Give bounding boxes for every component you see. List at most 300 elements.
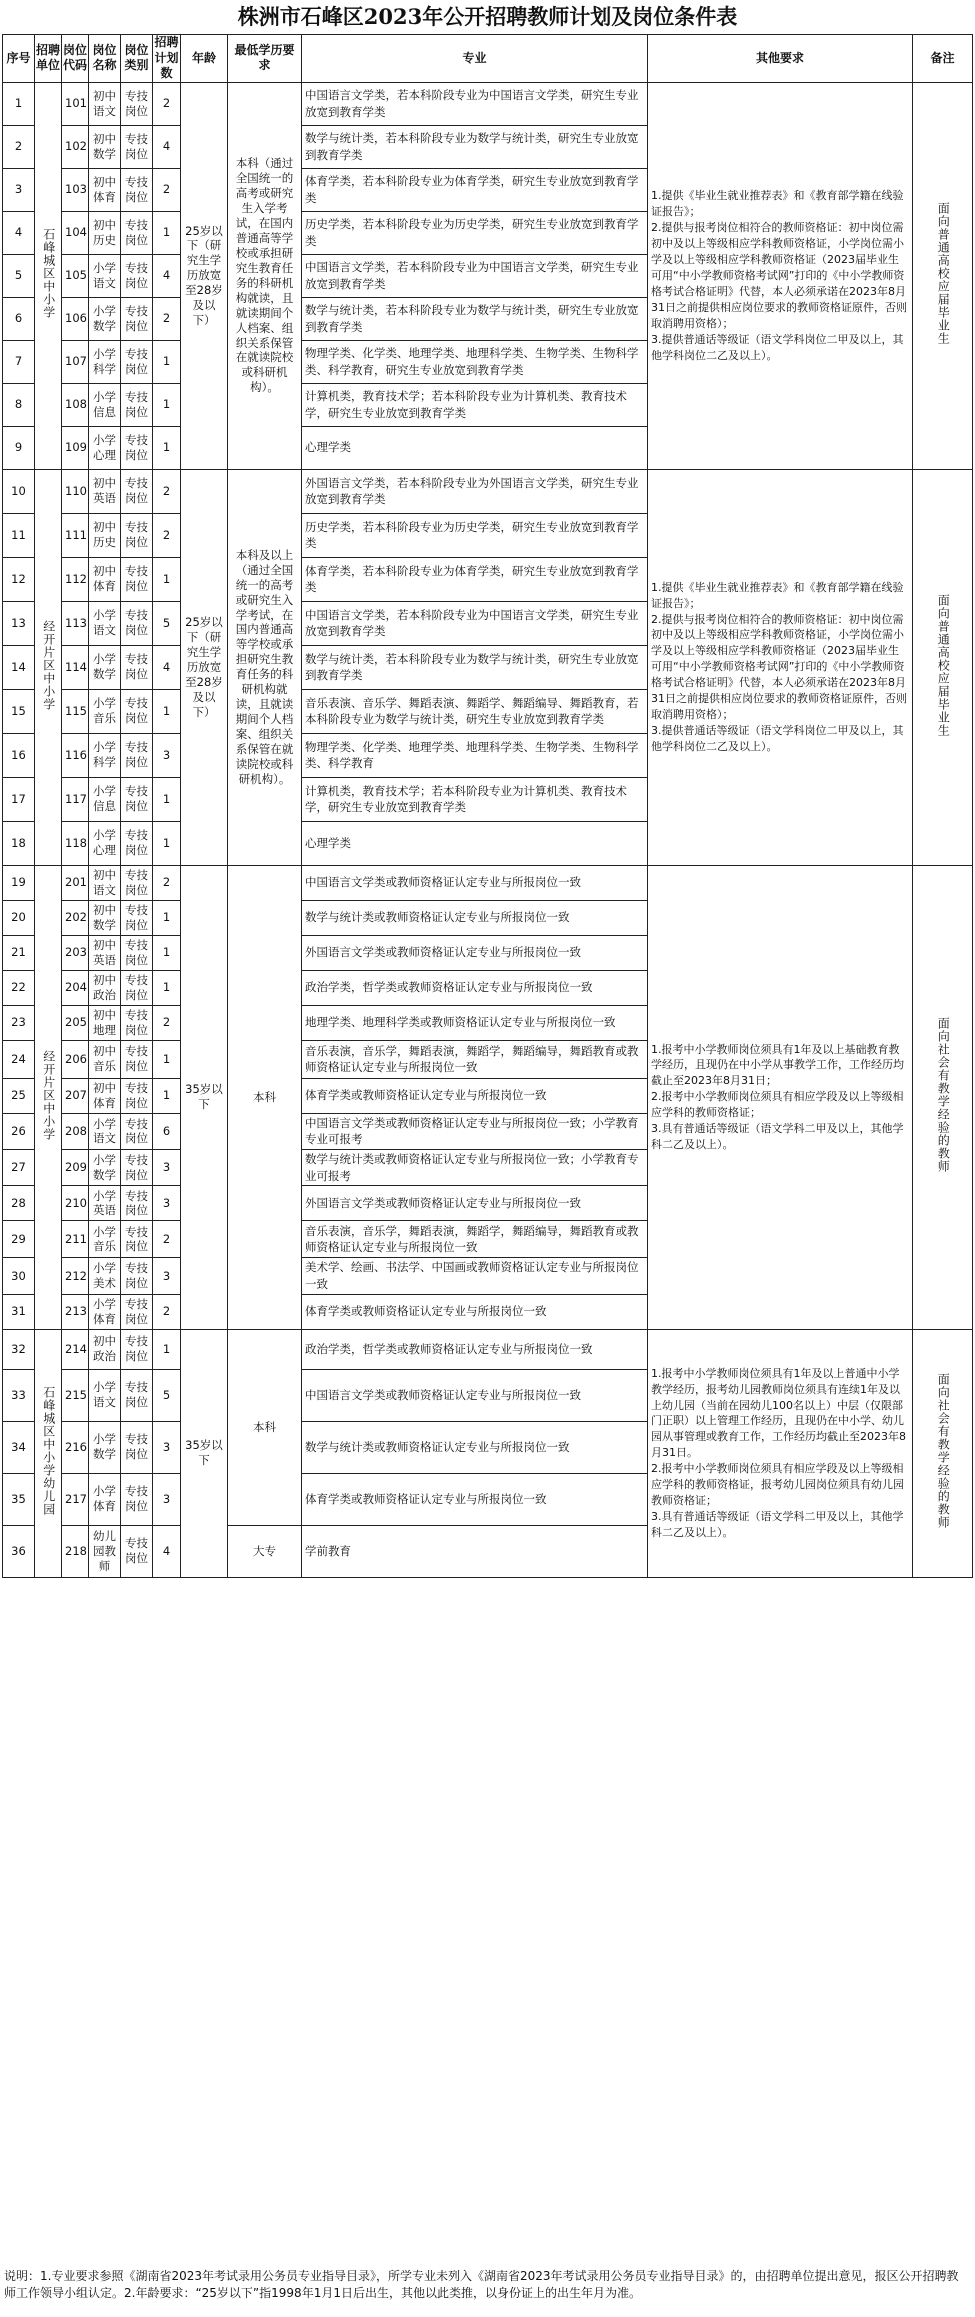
major-text: 中国语言文学类，若本科阶段专业为中国语言文学类，研究生专业放宽到教育学类 [305,88,639,119]
major-text: 数学与统计类或教师资格证认定专业与所报岗位一致 [305,910,570,925]
cell-other [648,82,913,469]
cell-post: 小学语文 [89,1369,121,1421]
major-text: 数学与统计类，若本科阶段专业为数学与统计类，研究生专业放宽到教育学类 [305,303,639,334]
unit-text: 经开片区中小学 [41,619,56,711]
cell-count: 5 [153,1369,181,1421]
header-type: 岗位类别 [121,35,153,83]
cell-seq: 10 [3,469,35,513]
cell-code: 114 [62,645,89,689]
edu-text: 本科（通过全国统一的高考或研究生入学考试，在国内普通高等学校或承担研究生教育任务的科研机构就读，且就读期间个人档案、组织关系保管在就读院校或科研机构）。 [235,156,294,395]
cell-seq: 13 [3,601,35,645]
unit-text: 石峰城区中小学幼儿园 [41,1386,56,1517]
cell-type: 专技岗位 [121,254,153,297]
cell-count: 3 [153,1150,181,1186]
major-text: 学前教育 [305,1543,351,1558]
cell-code: 109 [62,426,89,469]
cell-count: 5 [153,601,181,645]
major-text: 体育学类或教师资格证认定专业与所报岗位一致 [305,1088,547,1103]
edu-text: 本科 [253,1089,276,1104]
cell-type: 专技岗位 [121,513,153,557]
cell-post: 初中英语 [89,469,121,513]
cell-type: 专技岗位 [121,645,153,689]
cell-type: 专技岗位 [121,900,153,935]
major-text: 政治学类，哲学类或教师资格证认定专业与所报岗位一致 [305,1341,593,1356]
cell-seq: 36 [3,1525,35,1577]
cell-type: 专技岗位 [121,935,153,970]
cell-major [302,513,648,557]
cell-seq: 18 [3,821,35,865]
cell-age [181,865,228,1329]
requirement-item: 2.报考中小学教师岗位须具有相应学段及以上等级相应学科的教师资格证，报考幼儿园岗位须具有幼儿园教师资格证； [651,1462,904,1508]
cell-unit [35,82,62,469]
cell-code: 207 [62,1078,89,1113]
cell-count: 3 [153,1421,181,1473]
header-major: 专业 [302,35,648,83]
cell-code: 104 [62,211,89,254]
cell-post: 小学科学 [89,340,121,383]
cell-code: 103 [62,168,89,211]
cell-code: 206 [62,1040,89,1078]
major-text: 外国语言文学类或教师资格证认定专业与所报岗位一致 [305,1196,581,1211]
cell-major [302,1329,648,1369]
cell-count: 2 [153,469,181,513]
cell-major [302,601,648,645]
cell-type: 专技岗位 [121,821,153,865]
cell-major [302,777,648,821]
cell-post: 小学信息 [89,383,121,426]
table-row [3,82,973,125]
cell-post: 初中语文 [89,82,121,125]
requirement-item: 2.提供与报考岗位相符合的教师资格证：初中岗位需初中及以上等级相应学科教师资格证，小学岗位需小学及以上等级相应学科教师资格证（2023届毕业生可用“中小学教师资格考试网”打印的《中小学教师资格考试合格证明》代替，本人必须承诺在2023年8月31日之前提供相应岗位要求的教师资格证原件，否则取消聘用资格）； [651,612,907,722]
cell-type: 专技岗位 [121,970,153,1005]
cell-count: 3 [153,733,181,777]
table-row [3,469,973,513]
cell-post: 初中体育 [89,557,121,601]
cell-type: 专技岗位 [121,1329,153,1369]
cell-seq: 19 [3,865,35,900]
cell-type: 专技岗位 [121,469,153,513]
major-text: 体育学类，若本科阶段专业为体育学类，研究生专业放宽到教育学类 [305,563,639,595]
cell-code: 210 [62,1186,89,1221]
cell-count: 1 [153,340,181,383]
cell-type: 专技岗位 [121,1221,153,1258]
cell-major [302,125,648,168]
cell-major [302,297,648,340]
requirement-item: 2.报考中小学教师岗位须具有相应学段及以上等级相应学科的教师资格证； [651,1090,904,1120]
cell-seq: 1 [3,82,35,125]
cell-code: 211 [62,1221,89,1258]
cell-type: 专技岗位 [121,1473,153,1525]
cell-seq: 33 [3,1369,35,1421]
cell-major [302,733,648,777]
header-unit: 招聘单位 [35,35,62,83]
cell-seq: 11 [3,513,35,557]
cell-code: 115 [62,689,89,733]
cell-seq: 26 [3,1113,35,1149]
major-text: 数学与统计类，若本科阶段专业为数学与统计类，研究生专业放宽到教育学类 [305,131,639,162]
cell-count: 2 [153,297,181,340]
major-text: 数学与统计类或教师资格证认定专业与所报岗位一致；小学教育专业可报考 [305,1152,639,1183]
cell-type: 专技岗位 [121,211,153,254]
cell-post: 幼儿园教师 [89,1525,121,1577]
cell-seq: 8 [3,383,35,426]
cell-type: 专技岗位 [121,426,153,469]
cell-code: 209 [62,1150,89,1186]
cell-type: 专技岗位 [121,1369,153,1421]
cell-code: 217 [62,1473,89,1525]
cell-post: 初中语文 [89,865,121,900]
major-text: 体育学类，若本科阶段专业为体育学类，研究生专业放宽到教育学类 [305,174,639,205]
other-requirements-text [651,188,909,363]
cell-type: 专技岗位 [121,297,153,340]
cell-major [302,426,648,469]
cell-major [302,469,648,513]
note-text: 面向社会有教学经验的教师 [936,1017,951,1174]
major-text: 计算机类，教育技术学；若本科阶段专业为计算机类、教育技术学，研究生专业放宽到教育学类 [305,389,627,420]
cell-seq: 28 [3,1186,35,1221]
header-code: 岗位代码 [62,35,89,83]
major-text: 外国语言文学类或教师资格证认定专业与所报岗位一致 [305,945,581,960]
cell-seq: 12 [3,557,35,601]
cell-code: 110 [62,469,89,513]
cell-post: 小学音乐 [89,1221,121,1258]
cell-count: 1 [153,383,181,426]
cell-count: 4 [153,1525,181,1577]
cell-count: 1 [153,689,181,733]
cell-edu [228,469,302,865]
cell-note [913,82,973,469]
major-text: 历史学类，若本科阶段专业为历史学类，研究生专业放宽到教育学类 [305,217,639,248]
cell-major [302,1421,648,1473]
cell-type: 专技岗位 [121,1150,153,1186]
cell-post: 小学数学 [89,297,121,340]
cell-type: 专技岗位 [121,689,153,733]
cell-post: 初中体育 [89,1078,121,1113]
cell-major [302,900,648,935]
cell-type: 专技岗位 [121,1040,153,1078]
cell-count: 2 [153,513,181,557]
cell-type: 专技岗位 [121,340,153,383]
cell-major [302,821,648,865]
cell-post: 初中数学 [89,125,121,168]
requirement-item: 1.提供《毕业生就业推荐表》和《教育部学籍在线验证报告》； [651,580,904,610]
cell-major [302,340,648,383]
requirement-item: 3.提供普通话等级证（语文学科岗位二甲及以上，其他学科岗位二乙及以上）。 [651,332,904,362]
cell-seq: 9 [3,426,35,469]
edu-text: 大专 [253,1543,276,1558]
cell-type: 专技岗位 [121,1525,153,1577]
cell-major [302,254,648,297]
cell-type: 专技岗位 [121,383,153,426]
major-text: 数学与统计类或教师资格证认定专业与所报岗位一致 [305,1439,570,1454]
header-note: 备注 [913,35,973,83]
cell-seq: 32 [3,1329,35,1369]
cell-major [302,1078,648,1113]
cell-major [302,211,648,254]
major-text: 音乐表演，音乐学，舞蹈表演，舞蹈学，舞蹈编导，舞蹈教育或教师资格证认定专业与所报岗位一致 [305,1223,639,1255]
cell-code: 214 [62,1329,89,1369]
cell-seq: 25 [3,1078,35,1113]
cell-post: 小学数学 [89,1150,121,1186]
cell-code: 201 [62,865,89,900]
cell-type: 专技岗位 [121,168,153,211]
header-seq: 序号 [3,35,35,83]
table-row [3,1329,973,1369]
cell-seq: 29 [3,1221,35,1258]
cell-seq: 35 [3,1473,35,1525]
cell-code: 102 [62,125,89,168]
cell-code: 118 [62,821,89,865]
major-text: 物理学类、化学类、地理学类、地理科学类、生物学类、生物科学类、科学教育 [305,739,639,771]
cell-major [302,168,648,211]
major-text: 体育学类或教师资格证认定专业与所报岗位一致 [305,1491,547,1506]
major-text: 计算机类，教育技术学；若本科阶段专业为计算机类、教育技术学，研究生专业放宽到教育学类 [305,783,627,815]
cell-note [913,1329,973,1577]
cell-count: 3 [153,1473,181,1525]
age-text: 35岁以下 [185,1082,223,1112]
cell-note [913,469,973,865]
cell-count: 1 [153,1329,181,1369]
cell-seq: 20 [3,900,35,935]
page-title: 株洲市石峰区2023年公开招聘教师计划及岗位条件表 [237,4,738,29]
cell-code: 116 [62,733,89,777]
cell-seq: 14 [3,645,35,689]
cell-major [302,1040,648,1078]
cell-post: 初中政治 [89,1329,121,1369]
cell-code: 108 [62,383,89,426]
note-text: 面向普通高校应届毕业生 [936,593,951,737]
cell-seq: 30 [3,1258,35,1294]
edu-text: 本科及以上（通过全国统一的高考或研究生入学考试，在国内普通高等学校或承担研究生教育任务的科研机构就读，且就读期间个人档案、组织关系保管在就读院校或科研机构）。 [235,547,294,786]
cell-post: 初中历史 [89,513,121,557]
cell-type: 专技岗位 [121,777,153,821]
cell-code: 202 [62,900,89,935]
major-text: 外国语言文学类，若本科阶段专业为外国语言文学类，研究生专业放宽到教育学类 [305,475,639,507]
cell-post: 小学美术 [89,1258,121,1294]
cell-count: 4 [153,645,181,689]
cell-major [302,383,648,426]
cell-post: 小学语文 [89,254,121,297]
major-text: 地理学类、地理科学类或教师资格证认定专业与所报岗位一致 [305,1015,616,1030]
cell-seq: 3 [3,168,35,211]
cell-seq: 16 [3,733,35,777]
cell-type: 专技岗位 [121,1421,153,1473]
cell-post: 小学信息 [89,777,121,821]
requirement-item: 3.具有普通话等级证（语文学科二甲及以上，其他学科二乙及以上）。 [651,1122,904,1152]
major-text: 中国语言文学类或教师资格证认定专业与所报岗位一致；小学教育专业可报考 [305,1115,639,1147]
cell-seq: 34 [3,1421,35,1473]
cell-post: 初中数学 [89,900,121,935]
cell-type: 专技岗位 [121,601,153,645]
major-text: 心理学类 [305,835,351,850]
major-text: 音乐表演，音乐学，舞蹈表演，舞蹈学，舞蹈编导，舞蹈教育或教师资格证认定专业与所报岗位一致 [305,1043,639,1075]
cell-post: 小学英语 [89,1186,121,1221]
requirement-item: 3.具有普通话等级证（语文学科二甲及以上，其他学科二乙及以上）。 [651,1510,904,1540]
cell-type: 专技岗位 [121,1078,153,1113]
cell-post: 初中历史 [89,211,121,254]
cell-seq: 24 [3,1040,35,1078]
cell-count: 1 [153,211,181,254]
header-age: 年龄 [181,35,228,83]
cell-code: 216 [62,1421,89,1473]
cell-post: 初中地理 [89,1005,121,1040]
cell-count: 1 [153,426,181,469]
cell-code: 212 [62,1258,89,1294]
header-count: 招聘计划数 [153,35,181,83]
unit-text: 经开片区中小学 [41,1049,56,1141]
age-text: 25岁以下（研究生学历放宽至28岁及以下） [185,615,223,719]
cell-note [913,865,973,1329]
cell-age [181,82,228,469]
major-text: 物理学类、化学类、地理学类、地理科学类、生物学类、生物科学类、科学教育，研究生专业放宽到教育学类 [305,346,639,377]
cell-count: 2 [153,82,181,125]
cell-code: 113 [62,601,89,645]
cell-major [302,1005,648,1040]
footnote: 说明：1.专业要求参照《湖南省2023年考试录用公务员专业指导目录》，所学专业未列入《湖南省2023年考试录用公务员专业指导目录》的，由招聘单位提出意见，报区公开招聘教师工作领导小组认定。2.年龄要求：“25岁以下”指1998年1月1日后出生，其他以此类推，以身份证上的出生年月为准。 [4,2269,959,2300]
cell-count: 4 [153,254,181,297]
cell-seq: 2 [3,125,35,168]
cell-other [648,865,913,1329]
note-text: 面向普通高校应届毕业生 [936,202,951,346]
requirement-item: 2.提供与报考岗位相符合的教师资格证：初中岗位需初中及以上等级相应学科教师资格证，小学岗位需小学及以上等级相应学科教师资格证（2023届毕业生可用“中小学教师资格考试网”打印的《中小学教师资格考试合格证明》代替，本人必须承诺在2023年8月31日之前提供相应岗位要求的教师资格证原件，否则取消聘用资格）； [651,221,907,330]
cell-count: 2 [153,1221,181,1258]
major-text: 中国语言文学类或教师资格证认定专业与所报岗位一致 [305,875,581,890]
cell-code: 215 [62,1369,89,1421]
cell-major [302,82,648,125]
cell-count: 1 [153,777,181,821]
cell-seq: 31 [3,1294,35,1329]
cell-code: 105 [62,254,89,297]
unit-text: 石峰城区中小学 [41,228,56,320]
cell-major [302,689,648,733]
cell-unit [35,1329,62,1577]
cell-count: 1 [153,557,181,601]
cell-code: 204 [62,970,89,1005]
cell-code: 111 [62,513,89,557]
major-text: 中国语言文学类，若本科阶段专业为中国语言文学类，研究生专业放宽到教育学类 [305,260,639,291]
cell-code: 112 [62,557,89,601]
major-text: 心理学类 [305,440,351,455]
cell-major [302,1369,648,1421]
cell-count: 1 [153,821,181,865]
requirement-item: 1.提供《毕业生就业推荐表》和《教育部学籍在线验证报告》； [651,189,904,219]
cell-seq: 22 [3,970,35,1005]
cell-seq: 15 [3,689,35,733]
cell-type: 专技岗位 [121,125,153,168]
recruitment-table [2,34,973,1578]
header-other: 其他要求 [648,35,913,83]
cell-type: 专技岗位 [121,733,153,777]
cell-code: 213 [62,1294,89,1329]
cell-major [302,557,648,601]
cell-seq: 17 [3,777,35,821]
table-row [3,865,973,900]
cell-count: 4 [153,125,181,168]
cell-age [181,469,228,865]
edu-text: 本科 [253,1419,276,1434]
cell-type: 专技岗位 [121,1005,153,1040]
cell-count: 3 [153,1186,181,1221]
cell-post: 小学心理 [89,821,121,865]
cell-code: 208 [62,1113,89,1149]
cell-edu [228,1329,302,1525]
cell-major [302,1221,648,1258]
cell-unit [35,865,62,1329]
age-text: 25岁以下（研究生学历放宽至28岁及以下） [185,223,223,328]
cell-post: 小学体育 [89,1473,121,1525]
cell-major [302,1150,648,1186]
cell-post: 小学语文 [89,1113,121,1149]
cell-post: 小学语文 [89,601,121,645]
cell-seq: 23 [3,1005,35,1040]
cell-post: 小学心理 [89,426,121,469]
cell-type: 专技岗位 [121,1258,153,1294]
cell-count: 3 [153,1258,181,1294]
other-requirements-text [651,1366,909,1541]
cell-post: 初中英语 [89,935,121,970]
major-text: 美术学、绘画、书法学、中国画或教师资格证认定专业与所报岗位一致 [305,1260,639,1292]
cell-code: 117 [62,777,89,821]
cell-count: 1 [153,970,181,1005]
cell-major [302,970,648,1005]
major-text: 历史学类，若本科阶段专业为历史学类，研究生专业放宽到教育学类 [305,519,639,551]
cell-post: 小学数学 [89,1421,121,1473]
cell-age [181,1329,228,1577]
cell-type: 专技岗位 [121,82,153,125]
cell-count: 1 [153,1040,181,1078]
cell-major [302,1525,648,1577]
cell-count: 1 [153,1078,181,1113]
note-text: 面向社会有教学经验的教师 [936,1373,951,1530]
cell-edu [228,82,302,469]
cell-unit [35,469,62,865]
cell-code: 205 [62,1005,89,1040]
cell-post: 初中音乐 [89,1040,121,1078]
cell-count: 2 [153,1005,181,1040]
cell-seq: 6 [3,297,35,340]
header-row [3,35,973,83]
cell-seq: 21 [3,935,35,970]
cell-major [302,935,648,970]
cell-code: 203 [62,935,89,970]
cell-edu [228,1525,302,1577]
major-text: 体育学类或教师资格证认定专业与所报岗位一致 [305,1304,547,1319]
cell-count: 2 [153,168,181,211]
table-body [3,82,973,1577]
cell-seq: 27 [3,1150,35,1186]
cell-post: 初中政治 [89,970,121,1005]
cell-type: 专技岗位 [121,865,153,900]
cell-type: 专技岗位 [121,1186,153,1221]
cell-code: 218 [62,1525,89,1577]
cell-count: 6 [153,1113,181,1149]
major-text: 政治学类，哲学类或教师资格证认定专业与所报岗位一致 [305,980,593,995]
cell-code: 101 [62,82,89,125]
requirement-item: 3.提供普通话等级证（语文学科岗位二甲及以上，其他学科岗位二乙及以上）。 [651,724,904,753]
cell-post: 小学数学 [89,645,121,689]
cell-seq: 5 [3,254,35,297]
major-text: 中国语言文学类，若本科阶段专业为中国语言文学类，研究生专业放宽到教育学类 [305,607,639,639]
cell-count: 2 [153,865,181,900]
cell-post: 小学体育 [89,1294,121,1329]
header-post: 岗位名称 [89,35,121,83]
cell-seq: 4 [3,211,35,254]
cell-type: 专技岗位 [121,557,153,601]
cell-major [302,645,648,689]
cell-major [302,1258,648,1294]
header-edu: 最低学历要求 [228,35,302,83]
cell-major [302,865,648,900]
